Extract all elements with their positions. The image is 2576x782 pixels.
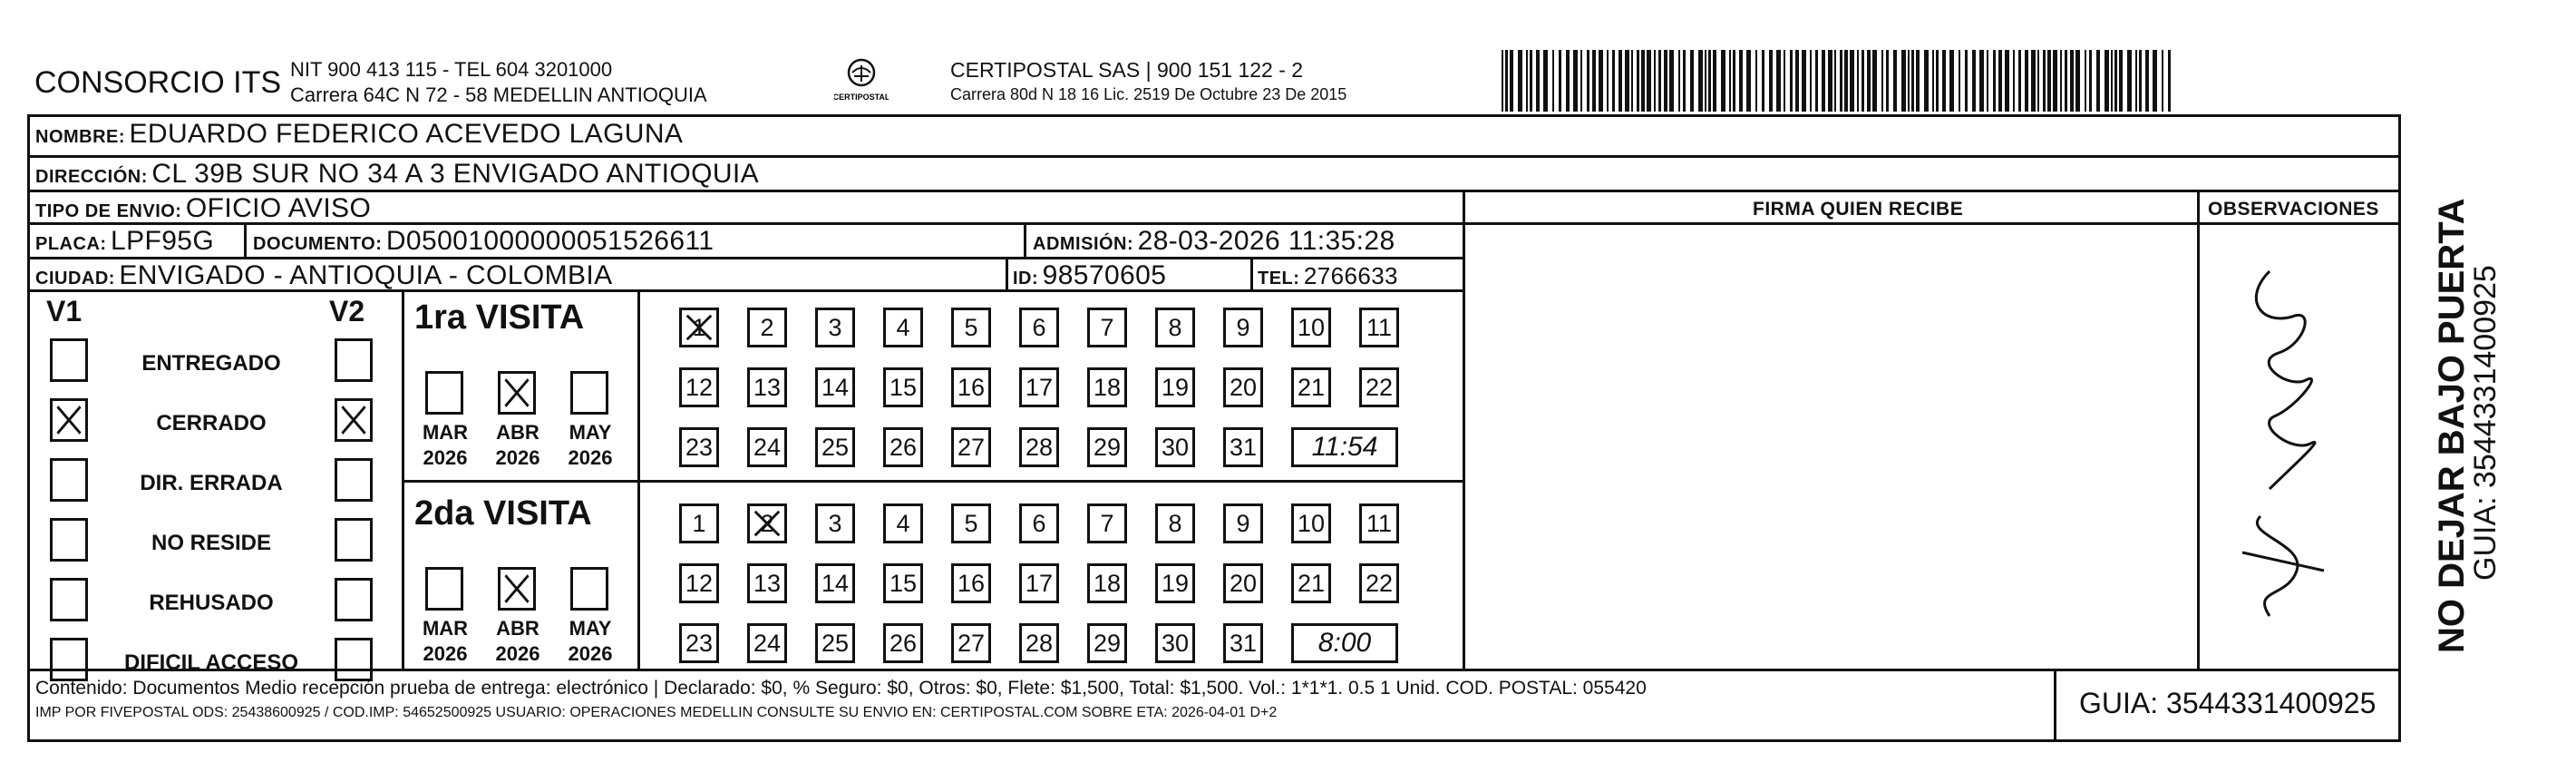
day-box[interactable]	[1019, 308, 1059, 347]
month-year: 2026	[495, 642, 540, 665]
day-number: 30	[1161, 434, 1190, 461]
day-number: 6	[1032, 314, 1046, 341]
v2-checkbox[interactable]	[335, 518, 373, 562]
tel-value: 2766633	[1303, 262, 1398, 289]
day-number: 24	[753, 434, 782, 461]
day-number: 3	[828, 314, 842, 341]
check-mark-icon	[682, 310, 716, 345]
admision-value: 28-03-2026 11:35:28	[1137, 226, 1395, 256]
divider	[1463, 222, 2398, 225]
day-number: 19	[1161, 374, 1190, 401]
v2-checkbox[interactable]	[335, 578, 373, 621]
day-box[interactable]	[1223, 427, 1263, 467]
reason-label: REHUSADO	[149, 591, 274, 615]
day-number: 21	[1297, 374, 1326, 401]
day-number: 29	[1093, 434, 1122, 461]
ciudad-value: ENVIGADO - ANTIOQUIA - COLOMBIA	[119, 260, 613, 290]
day-box[interactable]	[1291, 367, 1331, 407]
footer-contenido: Contenido: Documentos Medio recepción prueba de entrega: electrónico | Declarado: $0, % Seguro: $0, Otros: $0, Flete: $1,500, Total: $1,500. Vol.: 1*1*1. 0.5 1 Unid. COD. POSTAL: 055420	[35, 678, 1647, 699]
side-notice: NO DEJAR BAJO PUERTA	[2432, 198, 2472, 653]
reason-label: NO RESIDE	[151, 531, 272, 555]
day-box[interactable]	[1087, 503, 1127, 543]
divider	[402, 289, 404, 669]
month-label	[491, 420, 545, 471]
day-number: 1	[692, 314, 706, 341]
day-box[interactable]	[1019, 427, 1059, 467]
day-box[interactable]	[1291, 308, 1331, 347]
courier-name: CERTIPOSTAL SAS | 900 151 122 - 2	[950, 58, 1304, 82]
divider	[2054, 669, 2056, 739]
month-year: 2026	[568, 446, 613, 469]
handwritten-signature	[2206, 244, 2378, 643]
day-box[interactable]	[1087, 367, 1127, 407]
day-box[interactable]	[1223, 367, 1263, 407]
day-box[interactable]	[951, 308, 991, 347]
month-year: 2026	[568, 642, 613, 665]
v2-checkbox[interactable]	[335, 638, 373, 681]
day-number: 13	[753, 374, 782, 401]
day-number: 11	[1366, 510, 1393, 537]
day-box[interactable]	[1019, 563, 1059, 603]
day-box[interactable]	[883, 367, 923, 407]
day-number: 21	[1297, 570, 1326, 597]
day-number: 14	[821, 570, 850, 597]
divider	[1006, 257, 1008, 289]
divider	[30, 257, 1463, 259]
divider	[1024, 222, 1026, 257]
placa-label: PLACA:	[35, 234, 107, 254]
certipostal-logo	[834, 53, 889, 107]
reason-label: ENTREGADO	[141, 351, 281, 376]
day-box[interactable]	[747, 427, 787, 467]
side-guia: GUIA: 3544331400925	[2468, 265, 2503, 581]
day-number: 9	[1236, 510, 1250, 537]
day-box[interactable]	[883, 308, 923, 347]
day-box[interactable]	[1359, 503, 1399, 543]
day-box[interactable]	[747, 623, 787, 663]
documento-label: DOCUMENTO:	[253, 234, 383, 254]
day-box[interactable]	[1155, 623, 1195, 663]
month-name: ABR	[496, 617, 540, 640]
visit-time-box[interactable]: 11:54	[1291, 427, 1398, 467]
day-number: 22	[1365, 374, 1394, 401]
reason-label: DIFICIL ACCESO	[123, 650, 298, 675]
check-mark-icon	[750, 506, 784, 541]
direccion-label: DIRECCIÓN:	[35, 167, 148, 187]
day-number: 8	[1168, 314, 1182, 341]
direccion-value: CL 39B SUR NO 34 A 3 ENVIGADO ANTIOQUIA	[151, 159, 760, 189]
first-visit-title: 1ra VISITA	[414, 298, 585, 337]
day-number: 28	[1025, 434, 1054, 461]
month-name: MAR	[422, 617, 469, 640]
v1-label: V1	[46, 295, 83, 327]
nombre-row	[35, 119, 683, 150]
day-box[interactable]	[883, 503, 923, 543]
month-name: ABR	[496, 421, 540, 444]
v1-checkbox[interactable]	[50, 458, 88, 502]
day-box[interactable]	[1087, 308, 1127, 347]
month-checkbox[interactable]	[425, 567, 463, 611]
month-label	[563, 616, 617, 667]
day-number: 7	[1100, 314, 1114, 341]
id-value: 98570605	[1042, 260, 1167, 290]
day-box[interactable]	[1155, 563, 1195, 603]
day-number: 5	[964, 314, 978, 341]
documento-row	[253, 226, 714, 257]
day-number: 25	[821, 434, 850, 461]
direccion-row	[35, 159, 759, 190]
day-box[interactable]	[1291, 503, 1331, 543]
check-mark-icon	[53, 401, 85, 439]
check-mark-icon	[501, 374, 533, 412]
day-number: 31	[1229, 434, 1258, 461]
day-number: 18	[1093, 374, 1122, 401]
day-number: 3	[828, 510, 842, 537]
day-number: 4	[896, 510, 910, 537]
month-year: 2026	[495, 446, 540, 469]
divider	[2197, 190, 2200, 669]
divider	[30, 289, 1463, 292]
second-visit-title: 2da VISITA	[414, 494, 592, 533]
day-box[interactable]	[1291, 563, 1331, 603]
day-box[interactable]	[1359, 308, 1399, 347]
placa-value: LPF95G	[111, 226, 215, 256]
day-box[interactable]	[747, 563, 787, 603]
footer-guia: GUIA: 3544331400925	[2079, 687, 2377, 719]
month-year: 2026	[423, 642, 468, 665]
day-number: 16	[957, 570, 986, 597]
check-mark-icon	[337, 401, 370, 439]
month-checkbox[interactable]	[570, 371, 608, 415]
day-box[interactable]	[1223, 563, 1263, 603]
month-year: 2026	[423, 446, 468, 469]
month-label	[418, 616, 472, 667]
v1-checkbox[interactable]	[50, 638, 88, 681]
visit-time-box[interactable]: 8:00	[1291, 623, 1398, 663]
day-box[interactable]	[679, 503, 719, 543]
v1-checkbox[interactable]	[50, 518, 88, 562]
day-box[interactable]	[1359, 563, 1399, 603]
day-number: 6	[1032, 510, 1046, 537]
day-number: 12	[685, 570, 714, 597]
day-box[interactable]	[815, 308, 855, 347]
day-box[interactable]	[1223, 623, 1263, 663]
day-box[interactable]	[747, 503, 787, 543]
nombre-label: NOMBRE:	[35, 127, 126, 147]
company-address: Carrera 64C N 72 - 58 MEDELLIN ANTIOQUIA	[290, 83, 707, 106]
v1-checkbox[interactable]	[50, 338, 88, 382]
observaciones-label: OBSERVACIONES	[2208, 199, 2379, 220]
footer-imp: IMP POR FIVEPOSTAL ODS: 25438600925 / COD.IMP: 54652500925 USUARIO: OPERACIONES MEDELLIN CONSULTE SU ENVIO EN: CERTIPOSTAL.COM SOBRE ETA: 2026-04-01 D+2	[35, 705, 1278, 720]
day-number: 9	[1236, 314, 1250, 341]
day-number: 15	[889, 374, 918, 401]
day-number: 20	[1229, 374, 1258, 401]
day-box[interactable]	[679, 367, 719, 407]
ciudad-label: CIUDAD:	[35, 269, 115, 288]
month-checkbox[interactable]	[425, 371, 463, 415]
tipo-row	[35, 193, 371, 224]
courier-address: Carrera 80d N 18 16 Lic. 2519 De Octubre 23 De 2015	[950, 85, 1347, 103]
firma-label: FIRMA QUIEN RECIBE	[1753, 199, 1964, 220]
divider	[1250, 257, 1253, 289]
day-number: 10	[1297, 314, 1326, 341]
company-name: CONSORCIO ITS	[34, 65, 282, 100]
day-number: 4	[896, 314, 910, 341]
admision-label: ADMISIÓN:	[1033, 234, 1134, 254]
nombre-value: EDUARDO FEDERICO ACEVEDO LAGUNA	[129, 119, 684, 149]
month-name: MAY	[569, 421, 612, 444]
day-number: 19	[1161, 570, 1190, 597]
day-number: 12	[685, 374, 714, 401]
day-box[interactable]	[951, 367, 991, 407]
day-number: 17	[1025, 374, 1054, 401]
day-box[interactable]	[1087, 563, 1127, 603]
divider	[30, 190, 2398, 192]
day-box[interactable]	[815, 367, 855, 407]
day-box[interactable]	[1223, 308, 1263, 347]
id-row	[1013, 260, 1166, 291]
reason-label: CERRADO	[156, 411, 267, 435]
day-box[interactable]	[815, 503, 855, 543]
day-number: 26	[889, 434, 918, 461]
reason-label: DIR. ERRADA	[140, 471, 283, 495]
form-frame	[27, 114, 2401, 742]
month-label	[563, 420, 617, 471]
day-number: 23	[685, 630, 714, 657]
day-box[interactable]	[815, 623, 855, 663]
tipo-value: OFICIO AVISO	[185, 193, 372, 223]
v1-checkbox[interactable]	[50, 398, 88, 442]
day-number: 8	[1168, 510, 1182, 537]
day-number: 16	[957, 374, 986, 401]
admision-row	[1033, 226, 1395, 257]
day-box[interactable]	[951, 427, 991, 467]
divider	[30, 155, 2398, 158]
v1-checkbox[interactable]	[50, 578, 88, 621]
day-number: 2	[760, 510, 774, 537]
day-number: 26	[889, 630, 918, 657]
month-checkbox[interactable]	[498, 567, 536, 611]
tel-row	[1258, 262, 1398, 290]
check-mark-icon	[501, 570, 533, 608]
divider	[1463, 190, 1465, 669]
day-box[interactable]	[1155, 308, 1195, 347]
month-label	[491, 616, 545, 667]
month-label	[418, 420, 472, 471]
day-number: 15	[889, 570, 918, 597]
tel-label: TEL:	[1258, 269, 1300, 288]
day-box[interactable]	[815, 427, 855, 467]
day-box[interactable]	[1019, 503, 1059, 543]
divider	[637, 289, 640, 669]
day-number: 27	[957, 630, 986, 657]
day-box[interactable]	[1155, 427, 1195, 467]
day-box[interactable]	[815, 563, 855, 603]
day-box[interactable]	[883, 623, 923, 663]
day-number: 25	[821, 630, 850, 657]
v2-label: V2	[329, 295, 365, 327]
day-number: 20	[1229, 570, 1258, 597]
day-box[interactable]	[1155, 367, 1195, 407]
day-box[interactable]	[951, 503, 991, 543]
day-box[interactable]	[679, 308, 719, 347]
divider	[402, 480, 1463, 483]
day-box[interactable]	[679, 563, 719, 603]
day-number: 10	[1297, 510, 1326, 537]
day-box[interactable]	[1019, 623, 1059, 663]
barcode	[1502, 50, 2174, 112]
day-box[interactable]	[679, 427, 719, 467]
day-box[interactable]	[747, 367, 787, 407]
day-number: 14	[821, 374, 850, 401]
day-number: 11	[1366, 314, 1393, 341]
day-number: 7	[1100, 510, 1114, 537]
day-box[interactable]	[1155, 503, 1195, 543]
day-box[interactable]	[951, 563, 991, 603]
documento-value: D0500100000005152661​1	[385, 226, 714, 256]
month-checkbox[interactable]	[570, 567, 608, 611]
day-box[interactable]	[1359, 367, 1399, 407]
day-number: 30	[1161, 630, 1190, 657]
day-box[interactable]	[951, 623, 991, 663]
divider	[244, 222, 247, 257]
day-box[interactable]	[747, 308, 787, 347]
day-number: 29	[1093, 630, 1122, 657]
day-box[interactable]	[1087, 623, 1127, 663]
ciudad-row	[35, 260, 613, 291]
day-number: 24	[753, 630, 782, 657]
v2-checkbox[interactable]	[335, 398, 373, 442]
day-box[interactable]	[1019, 367, 1059, 407]
day-number: 23	[685, 434, 714, 461]
day-number: 5	[964, 510, 978, 537]
day-number: 27	[957, 434, 986, 461]
day-number: 22	[1365, 570, 1394, 597]
day-number: 2	[760, 314, 774, 341]
month-checkbox[interactable]	[498, 371, 536, 415]
day-box[interactable]	[883, 427, 923, 467]
day-box[interactable]	[679, 623, 719, 663]
day-number: 18	[1093, 570, 1122, 597]
logo-text: CERTIPOSTAL	[834, 93, 889, 102]
day-number: 31	[1229, 630, 1258, 657]
day-number: 1	[692, 510, 706, 537]
id-label: ID:	[1013, 269, 1039, 288]
day-number: 28	[1025, 630, 1054, 657]
day-number: 17	[1025, 570, 1054, 597]
day-box[interactable]	[883, 563, 923, 603]
v2-checkbox[interactable]	[335, 338, 373, 382]
day-box[interactable]	[1223, 503, 1263, 543]
company-nit: NIT 900 413 115 - TEL 604 3201000	[290, 58, 613, 81]
day-number: 13	[753, 570, 782, 597]
tipo-label: TIPO DE ENVIO:	[35, 201, 182, 221]
month-name: MAR	[422, 421, 469, 444]
month-name: MAY	[569, 617, 612, 640]
day-box[interactable]	[1087, 427, 1127, 467]
v2-checkbox[interactable]	[335, 458, 373, 502]
placa-row	[35, 226, 214, 257]
divider	[30, 669, 2398, 671]
